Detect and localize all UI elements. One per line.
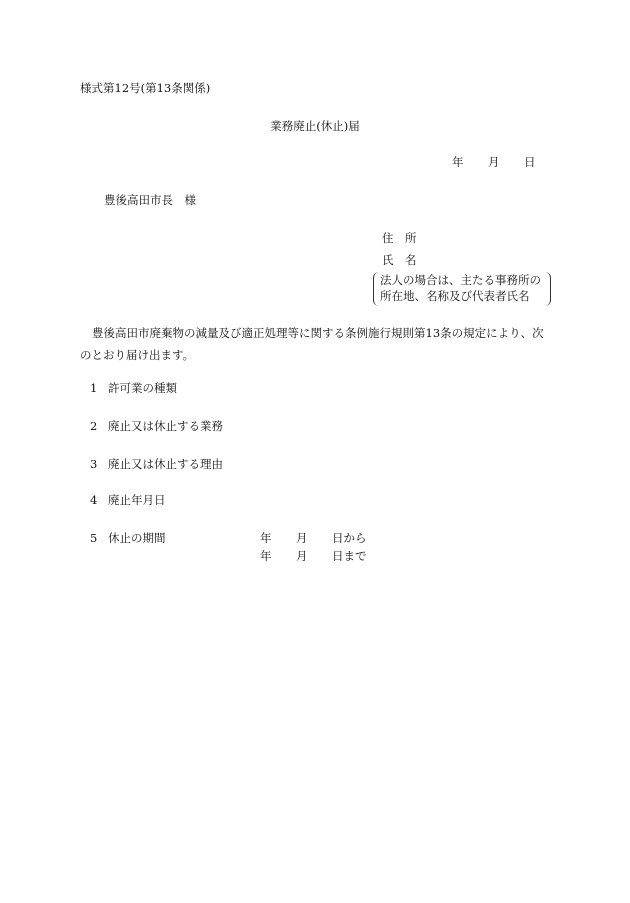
corporation-note-line-1: 法人の場合は、主たる事務所の [380,273,541,287]
item-label: 廃止年月日 [108,493,166,507]
item-number: 1 [90,381,98,395]
form-number: 様式第12号(第13条関係) [80,81,211,95]
item-1 [90,380,177,396]
submission-date [452,154,536,170]
period-from [260,530,367,546]
item-5 [90,530,166,546]
address-label: 住 所 [382,231,417,245]
period-to-month: 月 [296,549,308,563]
item-4 [90,492,166,508]
item-label: 廃止又は休止する理由 [108,457,223,471]
item-number: 4 [90,493,98,507]
item-label: 廃止又は休止する業務 [108,419,223,433]
item-3 [90,456,223,472]
item-number: 2 [90,419,98,433]
date-month: 月 [488,155,500,169]
item-number: 5 [90,531,98,545]
name-label: 氏 名 [382,253,417,267]
addressee: 豊後高田市長 様 [104,193,196,207]
body-text: 豊後高田市廃棄物の減量及び適正処理等に関する条例施行規則第13条の規定により、次のとおり届け出ます。 [80,326,544,362]
period-from-month: 月 [296,531,308,545]
period-to [260,548,367,564]
document-title: 業務廃止(休止)届 [270,119,360,133]
corporation-note [373,272,551,306]
period-to-year: 年 [260,549,272,563]
date-day: 日 [524,155,536,169]
period-to-day: 日まで [332,549,367,563]
date-year: 年 [452,155,464,169]
period-from-day: 日から [332,531,367,545]
item-label: 許可業の種類 [108,381,177,395]
corporation-note-line-2: 所在地、名称及び代表者氏名 [380,289,530,303]
period-from-year: 年 [260,531,272,545]
item-number: 3 [90,457,98,471]
item-label: 休止の期間 [108,531,166,545]
item-2 [90,418,223,434]
